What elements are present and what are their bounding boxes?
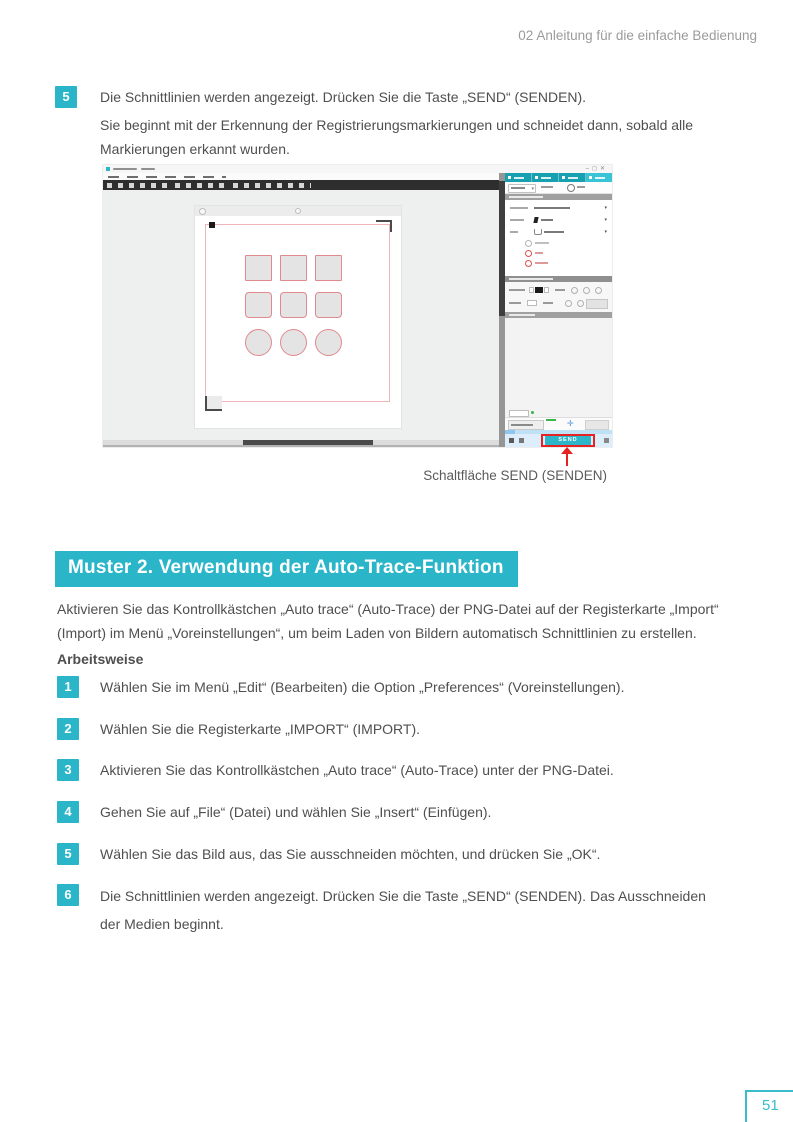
value-box[interactable] — [527, 300, 537, 306]
toolbar-icons[interactable] — [175, 183, 225, 188]
rounded-square-shape[interactable] — [245, 292, 272, 318]
page-center-icon — [295, 208, 301, 214]
page-header: 02 Anleitung für die einfache Bedienung — [518, 28, 757, 43]
cut-option[interactable] — [525, 248, 607, 258]
window-title-placeholder — [113, 168, 137, 170]
page-corner-icon — [199, 208, 206, 215]
dial-icon[interactable] — [583, 287, 590, 294]
square-shape[interactable] — [245, 255, 272, 281]
connection-row — [505, 417, 612, 430]
window-titlebar — [103, 165, 612, 173]
panel-tab-bar — [505, 173, 612, 182]
toolbar-icons[interactable] — [233, 183, 311, 188]
circle-shape[interactable] — [315, 329, 342, 356]
step-text: Wählen Sie die Registerkarte „IMPORT“ (IMPORT). — [100, 721, 421, 737]
app-icon — [106, 167, 110, 171]
design-canvas[interactable] — [103, 190, 499, 440]
material-row — [510, 202, 607, 214]
stepper-plus[interactable] — [544, 287, 549, 293]
circle-shape[interactable] — [280, 329, 307, 356]
step-text: Die Schnittlinien werden angezeigt. Drücken Sie die Taste „SEND“ (SENDEN). — [100, 89, 587, 105]
page-header-strip — [195, 206, 401, 216]
step-number-badge: 5 — [57, 843, 79, 865]
square-shape[interactable] — [280, 255, 307, 281]
panel-sub-toolbar — [505, 182, 612, 194]
registration-mark-bottom-left — [205, 396, 222, 411]
step-number-badge: 3 — [57, 759, 79, 781]
workflow-heading: Arbeitsweise — [57, 651, 144, 667]
pointer-stem — [566, 453, 568, 466]
square-shape[interactable] — [315, 255, 342, 281]
device-row — [505, 409, 612, 417]
screenshot-caption: Schaltfläche SEND (SENDEN) — [423, 468, 607, 483]
tool-icon — [534, 229, 542, 235]
highlight-box — [541, 434, 595, 447]
send-panel — [505, 173, 612, 447]
dial-icon[interactable] — [571, 287, 578, 294]
window-title-placeholder — [141, 168, 155, 170]
section-title: Muster 2. Verwendung der Auto-Trace-Funktion — [55, 551, 518, 587]
rounded-square-shape[interactable] — [315, 292, 342, 318]
panel-tab-send-active[interactable] — [586, 173, 612, 182]
blade-depth-row — [509, 284, 608, 297]
no-cut-option[interactable] — [525, 238, 607, 248]
step-number-badge: 2 — [57, 718, 79, 740]
printer-icon[interactable] — [519, 438, 524, 443]
force-speed-row — [509, 297, 608, 310]
step-detail: Sie beginnt mit der Erkennung der Registrierungsmarkierungen und schneidet dann, sobald alle Markierungen erkannt wurden. — [100, 117, 694, 157]
section-intro: Aktivieren Sie das Kontrollkästchen „Auto trace“ (Auto-Trace) der PNG-Datei auf der Registerkarte „Import“ (Import) im Menü „Voreinstellungen“, um beim Laden von Bildern automatisch Schnittlinien zu erstellen. — [57, 601, 719, 641]
step-number-badge: 4 — [57, 801, 79, 823]
tab-icon — [508, 176, 511, 179]
icon-toolbar[interactable] — [103, 180, 499, 190]
dial-icon[interactable] — [565, 300, 572, 307]
vscroll-thumb[interactable] — [499, 181, 505, 316]
panel-tab[interactable] — [505, 173, 532, 182]
options-icon[interactable] — [604, 438, 609, 443]
tab-icon — [535, 176, 538, 179]
section-header-2 — [505, 312, 612, 318]
test-button[interactable] — [585, 420, 609, 430]
menu-items[interactable] — [108, 176, 226, 178]
step-text: Wählen Sie im Menü „Edit“ (Bearbeiten) die Option „Preferences“ (Voreinstellungen). — [100, 679, 625, 695]
stepper-minus[interactable] — [529, 287, 534, 293]
panel-empty-area — [505, 318, 612, 409]
step-text: Aktivieren Sie das Kontrollkästchen „Auto trace“ (Auto-Trace) unter der PNG-Datei. — [100, 762, 614, 778]
blade-icon — [533, 217, 538, 223]
tab-icon — [589, 176, 592, 179]
toolbar-icons[interactable] — [107, 183, 167, 188]
registration-mark-top-right — [376, 220, 392, 232]
chevron-down-icon[interactable]: ▾ — [604, 217, 607, 223]
panel-tab[interactable] — [559, 173, 586, 182]
canvas-column — [103, 173, 499, 447]
registration-mark-square — [209, 222, 215, 228]
step-text: Gehen Sie auf „File“ (Datei) und wählen Sie „Insert“ (Einfügen). — [100, 804, 492, 820]
move-icon[interactable]: ✛ — [567, 419, 574, 428]
tool-row — [510, 226, 607, 238]
send-row — [505, 434, 612, 447]
no-cut-icon — [525, 240, 532, 247]
step-text: Die Schnittlinien werden angezeigt. Drücken Sie die Taste „SEND“ (SENDEN). Das Ausschneiden der Medien beginnt. — [100, 888, 706, 932]
ready-status — [546, 419, 556, 421]
design-shapes[interactable] — [245, 255, 342, 367]
cut-edge-option[interactable] — [525, 258, 607, 268]
cut-edge-icon — [525, 260, 532, 267]
step-number-badge: 1 — [57, 676, 79, 698]
window-bottom-edge — [103, 445, 499, 447]
advanced-button[interactable] — [586, 299, 608, 309]
dial-icon[interactable] — [595, 287, 602, 294]
step-text: Wählen Sie das Bild aus, das Sie ausschneiden möchten, und drücken Sie „OK“. — [100, 846, 601, 862]
tab-icon — [562, 176, 565, 179]
material-settings-card — [505, 200, 612, 276]
page-body — [195, 216, 401, 428]
cut-icon — [525, 250, 532, 257]
window-controls — [586, 165, 608, 173]
machine-dropdown[interactable] — [508, 420, 544, 430]
action-row — [510, 214, 607, 226]
horizontal-scrollbar[interactable] — [103, 440, 499, 445]
device-dropdown[interactable] — [509, 410, 529, 417]
step-number-badge: 5 — [55, 86, 77, 108]
hscroll-thumb[interactable] — [243, 440, 373, 445]
close-icon[interactable]: ✕ — [599, 166, 608, 172]
maximize-icon[interactable]: ◻ — [591, 166, 600, 172]
menu-bar[interactable] — [103, 173, 499, 180]
rounded-square-shape[interactable] — [280, 292, 307, 318]
dial-icon[interactable] — [577, 300, 584, 307]
minimize-icon[interactable]: – — [585, 166, 592, 172]
chevron-down-icon[interactable]: ▾ — [604, 205, 607, 211]
printer-icon[interactable] — [567, 184, 575, 192]
page-number-box — [745, 1090, 793, 1122]
panel-tab[interactable] — [532, 173, 559, 182]
mode-dropdown[interactable]: ▾ — [508, 184, 536, 193]
cut-settings — [505, 282, 612, 312]
send-button[interactable]: SEND — [545, 436, 591, 445]
document-page — [195, 206, 401, 428]
status-dot — [531, 411, 534, 414]
gear-icon[interactable] — [509, 438, 514, 443]
stepper-value — [535, 287, 543, 293]
chevron-down-icon[interactable]: ▾ — [604, 229, 607, 235]
step-number-badge: 6 — [57, 884, 79, 906]
material-header — [505, 276, 612, 282]
vertical-scrollbar[interactable] — [499, 173, 505, 447]
page-number: 51 — [762, 1097, 779, 1114]
section-header — [505, 194, 612, 200]
software-screenshot — [103, 165, 612, 447]
circle-shape[interactable] — [245, 329, 272, 356]
